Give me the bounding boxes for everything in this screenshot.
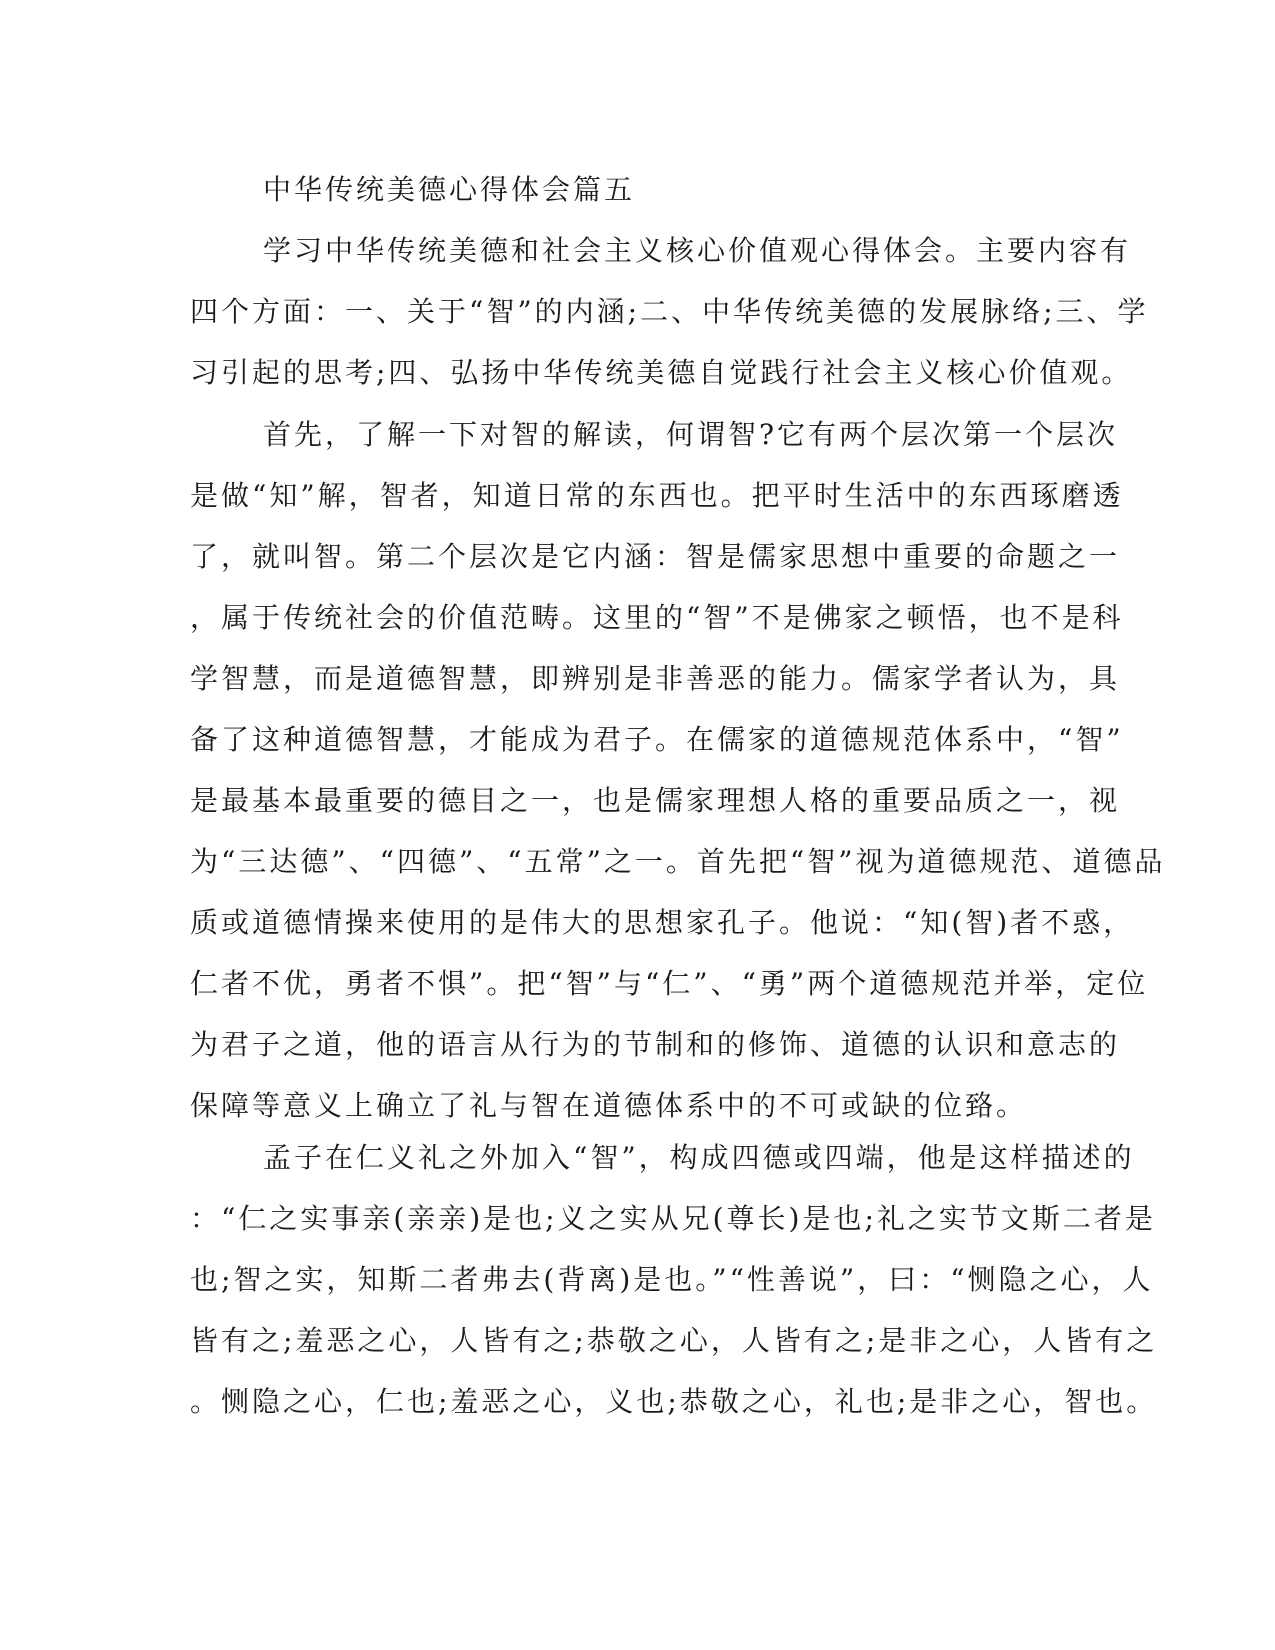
paragraph-line: ：“仁之实事亲(亲亲)是也;义之实从兄(尊长)是也;礼之实节文斯二者是	[190, 1202, 1156, 1235]
paragraph-line: 为君子之道，他的语言从行为的节制和的修饰、道德的认识和意志的	[190, 1028, 1121, 1061]
paragraph-line: 仁者不优，勇者不惧”。把“智”与“仁”、“勇”两个道德规范并举，定位	[190, 967, 1149, 1000]
paragraph-2	[190, 404, 1166, 1136]
paragraph-line: 是最基本最重要的德目之一，也是儒家理想人格的重要品质之一，视	[190, 784, 1121, 817]
paragraph-line: 习引起的思考;四、弘扬中华传统美德自觉践行社会主义核心价值观。	[190, 356, 1133, 389]
paragraph-line: 质或道德情操来使用的是伟大的思想家孔子。他说：“知(智)者不惑，	[190, 906, 1135, 939]
paragraph-line: 学智慧，而是道德智慧，即辨别是非善恶的能力。儒家学者认为，具	[190, 662, 1121, 695]
paragraph-line: 学习中华传统美德和社会主义核心价值观心得体会。主要内容有	[263, 234, 1132, 267]
paragraph-line: ，属于传统社会的价值范畴。这里的“智”不是佛家之顿悟，也不是科	[190, 601, 1124, 634]
paragraph-line: 也;智之实，知斯二者弗去(背离)是也。”“性善说”，曰：“恻隐之心，人	[190, 1263, 1154, 1296]
paragraph-line: 了，就叫智。第二个层次是它内涵：智是儒家思想中重要的命题之一	[190, 540, 1121, 573]
paragraph-line: 首先，了解一下对智的解读，何谓智?它有两个层次第一个层次	[263, 418, 1119, 451]
paragraph-line: 是做“知”解，智者，知道日常的东西也。把平时生活中的东西琢磨透	[190, 479, 1124, 512]
paragraph-line: 皆有之;羞恶之心，人皆有之;恭敬之心，人皆有之;是非之心，人皆有之	[190, 1324, 1158, 1357]
paragraph-line: 四个方面：一、关于“智”的内涵;二、中华传统美德的发展脉络;三、学	[190, 295, 1149, 328]
paragraph-line: 。恻隐之心，仁也;羞恶之心，义也;恭敬之心，礼也;是非之心，智也。	[190, 1385, 1158, 1418]
paragraph-1	[190, 220, 1149, 403]
paragraph-line: 保障等意义上确立了礼与智在道德体系中的不可或缺的位臵。	[190, 1089, 1028, 1122]
document-title: 中华传统美德心得体会篇五	[263, 173, 636, 206]
paragraph-line: 孟子在仁义礼之外加入“智”，构成四德或四端，他是这样描述的	[263, 1141, 1135, 1174]
paragraph-line: 为“三达德”、“四德”、“五常”之一。首先把“智”视为道德规范、道德品	[190, 845, 1166, 878]
paragraph-3	[190, 1127, 1158, 1432]
paragraph-line: 备了这种道德智慧，才能成为君子。在儒家的道德规范体系中，“智”	[190, 723, 1124, 756]
